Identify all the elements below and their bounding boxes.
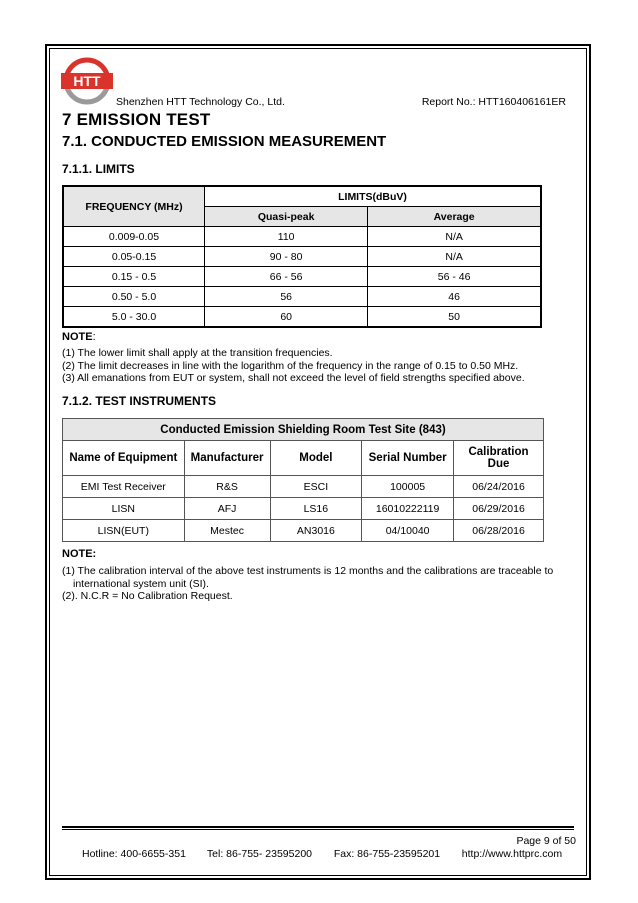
- subsection-heading: 7.1. CONDUCTED EMISSION MEASUREMENT: [62, 133, 387, 150]
- instrument-cell: 06/24/2016: [454, 476, 544, 498]
- frequency-header: FREQUENCY (MHz): [63, 186, 205, 227]
- limits-header: LIMITS(dBuV): [205, 186, 541, 207]
- company-name: Shenzhen HTT Technology Co., Ltd.: [116, 96, 285, 108]
- instrument-row: [63, 498, 544, 520]
- limits-row: [63, 287, 541, 307]
- note-item: (1) The lower limit shall apply at the transition frequencies.: [62, 347, 333, 359]
- limits-row: [63, 307, 541, 328]
- footer-rule-thin: [62, 829, 574, 830]
- limits-cell: 46: [368, 287, 541, 307]
- telephone: Tel: 86-755- 23595200: [206, 848, 313, 860]
- limits-notes: [62, 347, 525, 385]
- limits-cell: N/A: [368, 227, 541, 247]
- htt-logo: [58, 54, 116, 108]
- note-item: (1) The calibration interval of the above test instruments is 12 months and the calibrations are traceable to international system unit (SI).: [62, 565, 554, 590]
- limits-row: [63, 267, 541, 287]
- limits-heading: 7.1.1. LIMITS: [62, 162, 135, 176]
- limits-cell: 60: [205, 307, 368, 328]
- limits-cell: 50: [368, 307, 541, 328]
- hotline: Hotline: 400-6655-351: [82, 848, 186, 860]
- footer-contacts: [82, 848, 562, 860]
- section-heading: 7 EMISSION TEST: [62, 110, 211, 129]
- logo-text: HTT: [73, 73, 101, 89]
- instrument-cell: LISN: [63, 498, 185, 520]
- limits-cell: 56: [205, 287, 368, 307]
- instrument-cell: 100005: [362, 476, 454, 498]
- limits-row: [63, 227, 541, 247]
- instrument-cell: R&S: [184, 476, 270, 498]
- instrument-cell: AN3016: [270, 520, 362, 542]
- instrument-cell: AFJ: [184, 498, 270, 520]
- limits-cell: 110: [205, 227, 368, 247]
- instruments-column-header: Name of Equipment: [63, 441, 185, 476]
- limits-cell: N/A: [368, 247, 541, 267]
- limits-cell: 66 - 56: [205, 267, 368, 287]
- instruments-column-header: Serial Number: [362, 441, 454, 476]
- note-label: NOTE:: [62, 331, 96, 343]
- footer-rule: [62, 826, 574, 828]
- average-header: Average: [368, 207, 541, 227]
- instrument-cell: ESCI: [270, 476, 362, 498]
- limits-table: [62, 185, 542, 328]
- note-item: (3) All emanations from EUT or system, shall not exceed the level of field strengths specified above.: [62, 372, 525, 385]
- note-item: (2). N.C.R = No Calibration Request.: [62, 590, 233, 603]
- limits-cell: 0.009-0.05: [63, 227, 205, 247]
- instrument-cell: 06/28/2016: [454, 520, 544, 542]
- instruments-table-title: Conducted Emission Shielding Room Test Site (843): [63, 419, 544, 441]
- website-link[interactable]: http://www.httprc.com: [461, 848, 563, 860]
- quasi-peak-header: Quasi-peak: [205, 207, 368, 227]
- instrument-row: [63, 520, 544, 542]
- instruments-column-header: Manufacturer: [184, 441, 270, 476]
- instrument-cell: 04/10040: [362, 520, 454, 542]
- report-number: Report No.: HTT160406161ER: [421, 96, 566, 108]
- instruments-table: [62, 418, 544, 542]
- instrument-cell: LS16: [270, 498, 362, 520]
- note-label-2: NOTE:: [62, 548, 97, 560]
- instrument-row: [63, 476, 544, 498]
- limits-cell: 56 - 46: [368, 267, 541, 287]
- limits-cell: 0.05-0.15: [63, 247, 205, 267]
- instruments-heading: 7.1.2. TEST INSTRUMENTS: [62, 394, 217, 408]
- instrument-cell: EMI Test Receiver: [63, 476, 185, 498]
- instruments-column-header: Model: [270, 441, 362, 476]
- fax: Fax: 86-755-23595201: [333, 848, 441, 860]
- page-number: Page 9 of 50: [516, 835, 576, 847]
- instrument-cell: 16010222119: [362, 498, 454, 520]
- limits-cell: 0.15 - 0.5: [63, 267, 205, 287]
- note-item: (2) The limit decreases in line with the logarithm of the frequency in the range of 0.15 to 0.50 MHz.: [62, 359, 519, 372]
- limits-cell: 90 - 80: [205, 247, 368, 267]
- limits-cell: 5.0 - 30.0: [63, 307, 205, 328]
- limits-cell: 0.50 - 5.0: [63, 287, 205, 307]
- instrument-cell: Mestec: [184, 520, 270, 542]
- instrument-cell: LISN(EUT): [63, 520, 185, 542]
- instrument-notes: [62, 565, 572, 603]
- instruments-column-header: Calibration Due: [454, 441, 544, 476]
- instrument-cell: 06/29/2016: [454, 498, 544, 520]
- limits-row: [63, 247, 541, 267]
